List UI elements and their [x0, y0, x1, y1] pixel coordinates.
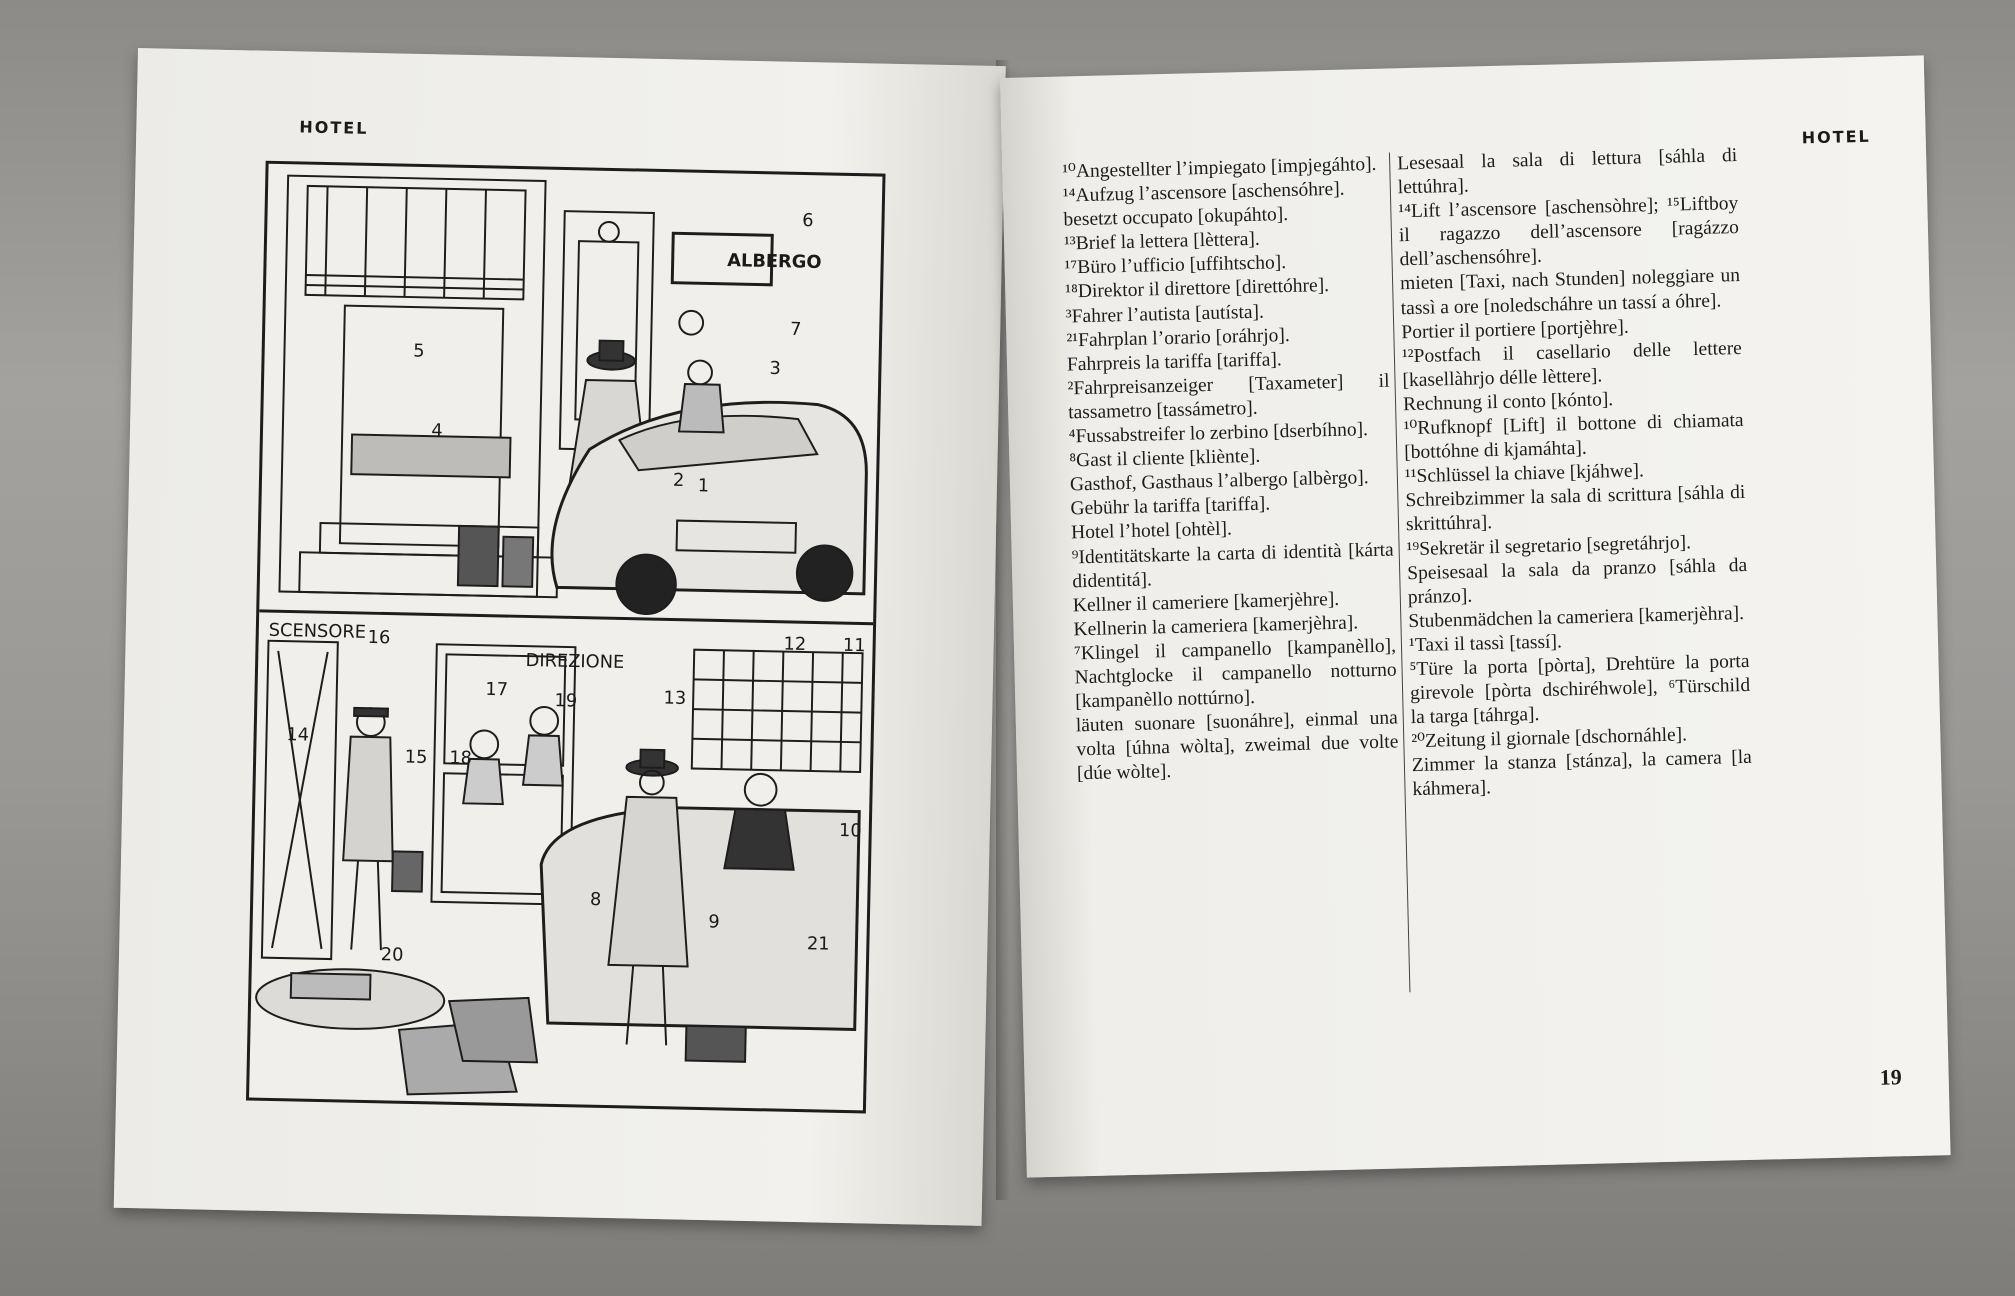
wall-text-direzione: DIREZIONE [525, 649, 625, 674]
glossary-entry: Kellnerin la cameriera [kamerjèhra]. [1073, 612, 1359, 641]
glossary-entry: ¹⁰Angestellter l’impiegato [impjegáhto]. [1062, 153, 1377, 183]
callout-18: 18 [449, 747, 473, 769]
callout-16: 16 [367, 626, 391, 649]
page-number: 19 [1879, 1064, 1902, 1090]
glossary-entry: ⁴Fussabstreifer lo zerbino [dserbíhno]. [1068, 419, 1369, 448]
callout-9: 9 [708, 911, 720, 933]
hotel-drawing [249, 164, 882, 1111]
glossary-entry: ¹³Brief la lettera [lèttera]. [1063, 228, 1261, 255]
glossary-entry: ¹¹Schlüssel la chiave [kjáhwe]. [1404, 460, 1645, 488]
callout-10: 10 [838, 819, 862, 842]
glossary-entry: Gasthof, Gasthaus l’albergo [albèrgo]. [1069, 467, 1369, 496]
callout-11: 11 [842, 634, 866, 657]
callout-6: 6 [802, 210, 814, 232]
glossary-entry: ⁷Klingel il campanello [kampanèllo], Nachtglocke il campanello notturno [kampanèllo nottúrno]. [1073, 635, 1397, 713]
glossary-entry: mieten [Taxi, nach Stunden] noleggiare un tassì a ore [noledscháhre un tassí a óhre]. [1399, 265, 1741, 319]
albergo-sign: ALBERGO [726, 250, 822, 274]
callout-2: 2 [672, 469, 685, 492]
glossary-entry: Portier il portiere [portjèhre]. [1401, 316, 1629, 343]
glossary-entry: ¹⁴Aufzug l’ascensore [aschensóhre]. [1062, 178, 1345, 207]
glossary-entry: ¹Taxi il tassì [tassí]. [1408, 631, 1563, 657]
glossary-entry: läuten suonare [suonáhre], einmal una volta [úhna wòlta], zweimal due volte [dúe wòlte]. [1075, 707, 1399, 785]
glossary-entry: ¹⁰Rufknopf [Lift] il bottone di chiamata [bottóhne di kjamáhta]. [1403, 409, 1744, 464]
callout-12: 12 [783, 633, 807, 656]
callout-8: 8 [589, 889, 602, 911]
glossary-column-1 [1062, 153, 1399, 787]
callout-3: 3 [769, 357, 782, 380]
glossary-entry: Lesesaal la sala di lettura [sáhla di lettúhra]. [1396, 145, 1738, 199]
glossary-entry: Rechnung il conto [kónto]. [1402, 389, 1614, 416]
wall-text-ascensore: SCENSORE [268, 619, 367, 643]
glossary-entry: Schreibzimmer la sala di scrittura [sáhla di skrittúhra]. [1405, 482, 1746, 536]
callout-21: 21 [806, 933, 830, 955]
callout-13: 13 [663, 687, 687, 709]
left-page-header: HOTEL [299, 117, 369, 138]
glossary-entry: ⁵Türe la porta [pòrta], Drehtüre la porta girevole [pòrta dschiréhwole], ⁶Türschild la targa [táhrga]. [1409, 650, 1751, 729]
right-page [1000, 55, 1951, 1177]
glossary-entry: Hotel l’hotel [ohtèl]. [1070, 518, 1233, 544]
glossary-entry: ¹²Postfach il casellario delle lettere [kasellàhrjo délle lèttere]. [1401, 337, 1743, 392]
glossary-entry: Speisesaal la sala da pranzo [sáhla da pránzo]. [1406, 554, 1748, 608]
hotel-illustration [246, 161, 886, 1114]
glossary-entry: ¹⁴Lift l’ascensore [aschensòhre]; ¹⁵Liftboy il ragazzo dell’ascensore [ragázzo dell’aschensóhre]. [1398, 193, 1740, 271]
glossary-entry: ²Fahrpreisanzeiger [Taxameter] il tassametro [tassámetro]. [1067, 370, 1390, 424]
glossary-entry: ⁸Gast il cliente [kliènte]. [1069, 445, 1261, 472]
glossary-entry: Kellner il cameriere [kamerjèhre]. [1072, 588, 1340, 617]
callout-14: 14 [286, 724, 310, 746]
left-page [114, 48, 1006, 1226]
callout-15: 15 [404, 746, 428, 768]
right-page-header: HOTEL [1801, 126, 1871, 148]
glossary-entry: ¹⁷Büro l’ufficio [uffihtscho]. [1064, 252, 1287, 279]
callout-7: 7 [789, 318, 802, 340]
callout-17: 17 [485, 678, 509, 701]
glossary-entry: ²⁰Zeitung il giornale [dschornáhle]. [1411, 724, 1688, 753]
glossary-entry: ²¹Fahrplan l’orario [oráhrjo]. [1066, 324, 1291, 352]
glossary-column-2 [1397, 144, 1753, 803]
callout-1: 1 [697, 475, 710, 497]
glossary-entry: Gebühr la tariffa [tariffa]. [1070, 493, 1271, 520]
callout-4: 4 [431, 420, 443, 442]
callout-20: 20 [380, 944, 404, 966]
callout-19: 19 [554, 690, 578, 712]
glossary-entry: ⁹Identitätskarte la carta di identità [kárta didentitá]. [1071, 539, 1394, 592]
glossary-entry: Zimmer la stanza [stánza], la camera [la káhmera]. [1411, 747, 1753, 801]
glossary-entry: Fahrpreis la tariffa [tariffa]. [1066, 348, 1282, 376]
glossary-entry: besetzt occupato [okupáhto]. [1063, 204, 1289, 231]
glossary-entry: ¹⁸Direktor il direttore [direttóhre]. [1065, 275, 1330, 303]
callout-5: 5 [413, 340, 425, 362]
glossary-entry: ³Fahrer l’autista [autísta]. [1065, 301, 1265, 328]
glossary-entry: Stubenmädchen la cameriera [kamerjèhra]. [1408, 602, 1745, 632]
glossary-entry: ¹⁹Sekretär il segretario [segretáhrjo]. [1406, 531, 1692, 560]
